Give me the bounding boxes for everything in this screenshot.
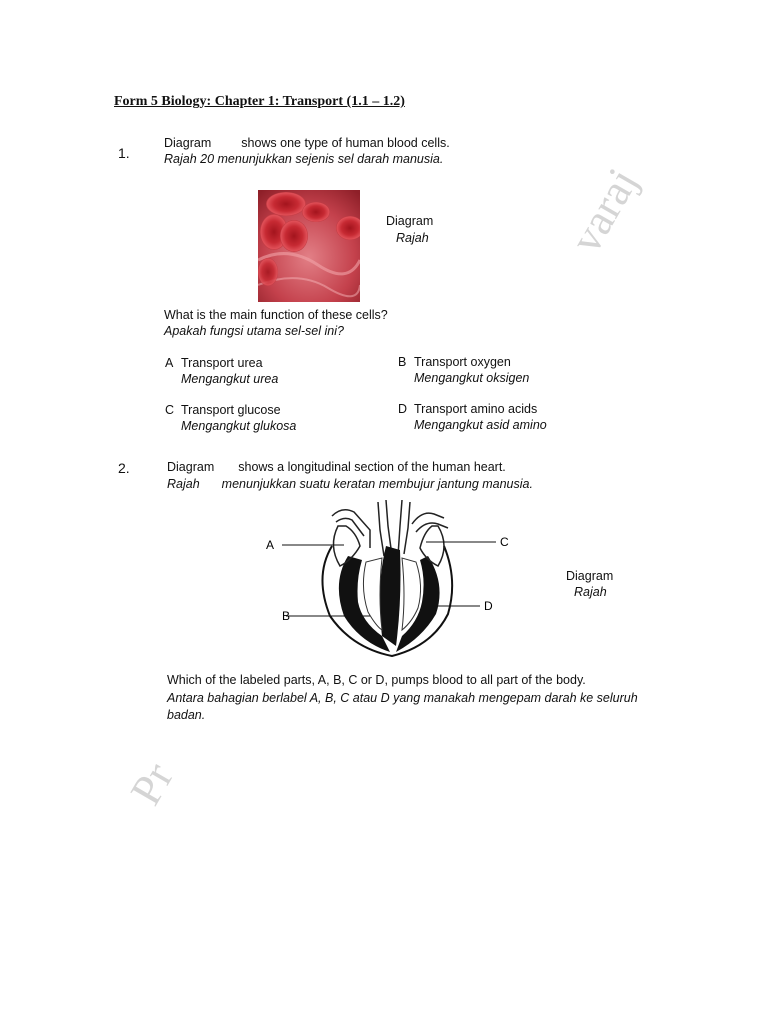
option-c[interactable]: C Transport glucose [165, 403, 281, 417]
option-b-ms: Mengangkut oksigen [414, 371, 530, 385]
heart-label-b: B [282, 609, 291, 623]
heart-diagram [262, 496, 512, 660]
question-1-stem-rest: shows one type of human blood cells. [241, 136, 450, 150]
option-a[interactable]: A Transport urea [165, 356, 263, 370]
question-2-question-en: Which of the labeled parts, A, B, C or D, pumps blood to all part of the body. [167, 673, 586, 687]
question-2-stem-ms [167, 476, 533, 492]
page-title: Form 5 Biology: Chapter 1: Transport (1.1 – 1.2) [114, 94, 405, 109]
red-blood-cells-image [258, 190, 360, 302]
question-2-question-ms-1: Antara bahagian berlabel A, B, C atau D yang manakah mengepam darah ke seluruh [167, 691, 638, 705]
option-b[interactable]: B Transport oxygen [398, 355, 511, 369]
question-1-stem-ms: Rajah 20 menunjukkan sejenis sel darah manusia. [164, 152, 444, 166]
heart-label-d: D [484, 599, 493, 613]
question-2-question-ms-2: badan. [167, 708, 206, 722]
option-d[interactable]: D Transport amino acids [398, 402, 538, 416]
question-1-question-en: What is the main function of these cells? [164, 308, 388, 322]
watermark-bottom: Pr [120, 754, 183, 813]
question-1-question-ms: Apakah fungsi utama sel-sel ini? [164, 324, 344, 338]
question-2-rajah-word: Rajah [167, 477, 200, 491]
heart-label-c: C [500, 535, 509, 549]
question-2-stem-rest: shows a longitudinal section of the human heart. [238, 460, 506, 474]
question-2-diagram-word: Diagram [167, 460, 215, 474]
question-1-diagram-label-ms: Rajah [396, 231, 429, 245]
question-2-diagram-label: Diagram [566, 569, 614, 583]
question-2-number: 2. [118, 460, 130, 476]
watermark-top: varaj [560, 160, 648, 261]
question-1-diagram-word: Diagram [164, 136, 212, 150]
option-a-ms: Mengangkut urea [181, 372, 279, 386]
question-1-number: 1. [118, 145, 130, 161]
question-2-diagram-label-ms: Rajah [574, 585, 607, 599]
question-2-stem-en [167, 459, 506, 475]
option-c-ms: Mengangkut glukosa [181, 419, 297, 433]
option-d-ms: Mengangkut asid amino [414, 418, 547, 432]
question-2-stem-ms-rest: menunjukkan suatu keratan membujur jantung manusia. [221, 477, 533, 491]
question-1-diagram-label: Diagram [386, 214, 434, 228]
question-1-stem-en [164, 135, 450, 151]
heart-label-a: A [266, 538, 275, 552]
